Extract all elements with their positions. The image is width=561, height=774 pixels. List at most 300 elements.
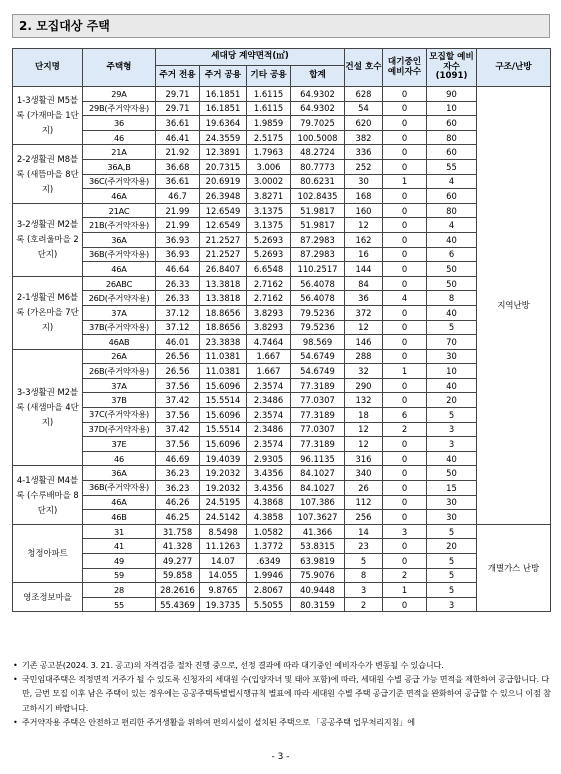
cell-type: 26A bbox=[83, 349, 156, 364]
cell-total: 79.5236 bbox=[291, 305, 345, 320]
cell-total: 84.1027 bbox=[291, 481, 345, 496]
cell-recruit: 40 bbox=[427, 305, 477, 320]
table-row bbox=[13, 262, 551, 277]
cell-other: 3.006 bbox=[247, 159, 291, 174]
cell-recruit: 5 bbox=[427, 554, 477, 569]
table-row bbox=[13, 116, 551, 131]
cell-type: 55 bbox=[83, 597, 156, 612]
cell-units: 336 bbox=[345, 145, 383, 160]
cell-other: 5.2693 bbox=[247, 232, 291, 247]
cell-other: 4.7464 bbox=[247, 335, 291, 350]
section-title: 2. 모집대상 주택 bbox=[12, 14, 550, 38]
cell-units: 12 bbox=[345, 320, 383, 335]
cell-type: 21B(주거약자용) bbox=[83, 218, 156, 233]
cell-shared: 18.8656 bbox=[200, 305, 247, 320]
cell-exclusive: 55.4369 bbox=[156, 597, 200, 612]
cell-total: 51.9817 bbox=[291, 218, 345, 233]
cell-total: 79.5236 bbox=[291, 320, 345, 335]
cell-other: 3.8293 bbox=[247, 305, 291, 320]
cell-shared: 19.3735 bbox=[200, 597, 247, 612]
cell-total: 98.569 bbox=[291, 335, 345, 350]
cell-type: 21A bbox=[83, 145, 156, 160]
cell-other: 3.4356 bbox=[247, 466, 291, 481]
cell-total: 96.1135 bbox=[291, 451, 345, 466]
cell-type: 37A bbox=[83, 305, 156, 320]
cell-units: 84 bbox=[345, 276, 383, 291]
cell-exclusive: 36.23 bbox=[156, 466, 200, 481]
cell-reserve: 0 bbox=[383, 218, 427, 233]
cell-reserve: 0 bbox=[383, 305, 427, 320]
cell-exclusive: 36.61 bbox=[156, 174, 200, 189]
cell-units: 12 bbox=[345, 218, 383, 233]
cell-shared: 19.4039 bbox=[200, 451, 247, 466]
cell-shared: 15.5514 bbox=[200, 422, 247, 437]
cell-type: 36C(주거약자용) bbox=[83, 174, 156, 189]
note-3 bbox=[12, 715, 552, 729]
cell-other: 1.0582 bbox=[247, 524, 291, 539]
cell-reserve: 0 bbox=[383, 481, 427, 496]
cell-type: 36A bbox=[83, 466, 156, 481]
cell-type: 46 bbox=[83, 130, 156, 145]
cell-reserve: 0 bbox=[383, 203, 427, 218]
cell-exclusive: 46.69 bbox=[156, 451, 200, 466]
cell-type: 37A bbox=[83, 378, 156, 393]
cell-reserve: 0 bbox=[383, 101, 427, 116]
cell-shared: 16.1851 bbox=[200, 101, 247, 116]
cell-shared: 20.7315 bbox=[200, 159, 247, 174]
cell-exclusive: 26.56 bbox=[156, 349, 200, 364]
cell-recruit: 20 bbox=[427, 539, 477, 554]
cell-total: 77.0307 bbox=[291, 422, 345, 437]
cell-exclusive: 36.61 bbox=[156, 116, 200, 131]
cell-other: 1.9946 bbox=[247, 568, 291, 583]
cell-units: 32 bbox=[345, 364, 383, 379]
cell-exclusive: 37.56 bbox=[156, 378, 200, 393]
cell-units: 30 bbox=[345, 174, 383, 189]
header-complex: 단지명 bbox=[13, 49, 83, 87]
cell-total: 102.8435 bbox=[291, 189, 345, 204]
cell-exclusive: 29.71 bbox=[156, 101, 200, 116]
table-row bbox=[13, 524, 551, 539]
table-row bbox=[13, 481, 551, 496]
cell-recruit: 70 bbox=[427, 335, 477, 350]
cell-reserve: 0 bbox=[383, 159, 427, 174]
table-row bbox=[13, 232, 551, 247]
table-row bbox=[13, 568, 551, 583]
cell-shared: 21.2527 bbox=[200, 247, 247, 262]
cell-recruit: 50 bbox=[427, 466, 477, 481]
cell-reserve: 0 bbox=[383, 451, 427, 466]
cell-other: 1.6115 bbox=[247, 87, 291, 102]
cell-type: 26B(주거약자용) bbox=[83, 364, 156, 379]
table-row bbox=[13, 101, 551, 116]
cell-exclusive: 36.68 bbox=[156, 159, 200, 174]
cell-shared: 11.1263 bbox=[200, 539, 247, 554]
table-row bbox=[13, 364, 551, 379]
cell-type: 37C(주거약자용) bbox=[83, 408, 156, 423]
cell-reserve: 0 bbox=[383, 145, 427, 160]
cell-total: 54.6749 bbox=[291, 364, 345, 379]
cell-type: 36A bbox=[83, 232, 156, 247]
cell-shared: 15.6096 bbox=[200, 408, 247, 423]
cell-type: 59 bbox=[83, 568, 156, 583]
cell-other: 2.9305 bbox=[247, 451, 291, 466]
cell-units: 288 bbox=[345, 349, 383, 364]
cell-exclusive: 46.41 bbox=[156, 130, 200, 145]
table-row bbox=[13, 393, 551, 408]
cell-units: 3 bbox=[345, 583, 383, 598]
cell-exclusive: 49.277 bbox=[156, 554, 200, 569]
cell-total: 77.3189 bbox=[291, 408, 345, 423]
notes bbox=[12, 658, 552, 729]
cell-type: 31 bbox=[83, 524, 156, 539]
cell-reserve: 0 bbox=[383, 437, 427, 452]
cell-shared: 13.3818 bbox=[200, 276, 247, 291]
cell-shared: 24.5195 bbox=[200, 495, 247, 510]
cell-reserve: 1 bbox=[383, 583, 427, 598]
cell-other: 4.3858 bbox=[247, 510, 291, 525]
cell-recruit: 40 bbox=[427, 451, 477, 466]
cell-reserve: 0 bbox=[383, 495, 427, 510]
cell-exclusive: 46.25 bbox=[156, 510, 200, 525]
cell-reserve: 0 bbox=[383, 320, 427, 335]
cell-exclusive: 26.33 bbox=[156, 276, 200, 291]
cell-total: 40.9448 bbox=[291, 583, 345, 598]
table-row bbox=[13, 218, 551, 233]
table-row bbox=[13, 349, 551, 364]
cell-units: 2 bbox=[345, 597, 383, 612]
cell-units: 54 bbox=[345, 101, 383, 116]
cell-reserve: 0 bbox=[383, 262, 427, 277]
cell-units: 252 bbox=[345, 159, 383, 174]
cell-other: 1.3772 bbox=[247, 539, 291, 554]
cell-units: 26 bbox=[345, 481, 383, 496]
cell-reserve: 0 bbox=[383, 510, 427, 525]
cell-recruit: 5 bbox=[427, 524, 477, 539]
cell-total: 77.3189 bbox=[291, 378, 345, 393]
cell-units: 620 bbox=[345, 116, 383, 131]
cell-exclusive: 21.99 bbox=[156, 203, 200, 218]
cell-type: 49 bbox=[83, 554, 156, 569]
cell-type: 26ABC bbox=[83, 276, 156, 291]
cell-other: 3.8271 bbox=[247, 189, 291, 204]
header-units: 건설 호수 bbox=[345, 49, 383, 87]
cell-recruit: 60 bbox=[427, 145, 477, 160]
cell-total: 56.4078 bbox=[291, 276, 345, 291]
cell-recruit: 5 bbox=[427, 583, 477, 598]
cell-recruit: 10 bbox=[427, 101, 477, 116]
cell-recruit: 40 bbox=[427, 232, 477, 247]
cell-total: 64.9302 bbox=[291, 87, 345, 102]
cell-recruit: 5 bbox=[427, 568, 477, 583]
header-exclusive: 주거 전용 bbox=[156, 66, 200, 87]
cell-exclusive: 46.26 bbox=[156, 495, 200, 510]
complex-name: 1-3생활권 M5블록 (가재마을 1단지) bbox=[13, 87, 83, 145]
cell-type: 46A bbox=[83, 495, 156, 510]
cell-total: 100.5008 bbox=[291, 130, 345, 145]
cell-total: 79.7025 bbox=[291, 116, 345, 131]
table-row bbox=[13, 203, 551, 218]
cell-reserve: 4 bbox=[383, 291, 427, 306]
complex-name: 3-3생활권 M2블록 (새샘마을 4단지) bbox=[13, 349, 83, 466]
cell-total: 64.9302 bbox=[291, 101, 345, 116]
cell-shared: 13.3818 bbox=[200, 291, 247, 306]
cell-units: 382 bbox=[345, 130, 383, 145]
page-number: - 3 - bbox=[271, 752, 290, 762]
cell-recruit: 3 bbox=[427, 422, 477, 437]
note-1 bbox=[12, 658, 552, 672]
cell-type: 37D(주거약자용) bbox=[83, 422, 156, 437]
cell-type: 36 bbox=[83, 116, 156, 131]
cell-total: 53.8315 bbox=[291, 539, 345, 554]
note-text: 국민임대주택은 적정면적 거주가 될 수 있도록 신청자의 세대원 수(입양자녀 및 태아 포함)에 따라, 세대원 수별 공급 가능 면적을 제한하여 공급합니다. 다만, 금번 모집 이후 남은 주택이 있는 경우에는 공공주택특별법시행규칙 별표에 따라 세대원 수별 주택 공급기준 면적을 완화하여 공급할 수 있으니 이점 참고하시기 바랍니다. bbox=[22, 674, 551, 713]
cell-type: 41 bbox=[83, 539, 156, 554]
cell-exclusive: 26.33 bbox=[156, 291, 200, 306]
cell-units: 372 bbox=[345, 305, 383, 320]
cell-exclusive: 29.71 bbox=[156, 87, 200, 102]
cell-reserve: 0 bbox=[383, 247, 427, 262]
cell-recruit: 3 bbox=[427, 597, 477, 612]
cell-exclusive: 37.56 bbox=[156, 408, 200, 423]
cell-recruit: 30 bbox=[427, 510, 477, 525]
cell-reserve: 0 bbox=[383, 349, 427, 364]
header-shared: 주거 공용 bbox=[200, 66, 247, 87]
cell-shared: 16.1851 bbox=[200, 87, 247, 102]
header-type: 주택형 bbox=[83, 49, 156, 87]
cell-type: 26D(주거약자용) bbox=[83, 291, 156, 306]
table-row bbox=[13, 247, 551, 262]
cell-exclusive: 28.2616 bbox=[156, 583, 200, 598]
cell-exclusive: 36.23 bbox=[156, 481, 200, 496]
table-row bbox=[13, 145, 551, 160]
cell-shared: 24.3559 bbox=[200, 130, 247, 145]
complex-name: 2-2생활권 M8블록 (새뜸마을 8단지) bbox=[13, 145, 83, 203]
cell-other: 6.6548 bbox=[247, 262, 291, 277]
cell-other: 3.4356 bbox=[247, 481, 291, 496]
cell-other: 2.8067 bbox=[247, 583, 291, 598]
cell-total: 80.3159 bbox=[291, 597, 345, 612]
cell-total: 56.4078 bbox=[291, 291, 345, 306]
cell-shared: 26.8407 bbox=[200, 262, 247, 277]
header-area-group: 세대당 계약면적(㎡) bbox=[156, 49, 345, 66]
cell-total: 84.1027 bbox=[291, 466, 345, 481]
cell-exclusive: 21.92 bbox=[156, 145, 200, 160]
table-row bbox=[13, 539, 551, 554]
complex-name: 3-2생활권 M2블록 (호려울마을 2단지) bbox=[13, 203, 83, 276]
table-row bbox=[13, 422, 551, 437]
cell-shared: 19.2032 bbox=[200, 466, 247, 481]
cell-other: 5.2693 bbox=[247, 247, 291, 262]
cell-exclusive: 37.12 bbox=[156, 305, 200, 320]
cell-other: 1.6115 bbox=[247, 101, 291, 116]
cell-shared: 8.5498 bbox=[200, 524, 247, 539]
table-row bbox=[13, 378, 551, 393]
complex-name: 2-1생활권 M6블록 (가온마을 7단지) bbox=[13, 276, 83, 349]
cell-other: 3.1375 bbox=[247, 218, 291, 233]
cell-units: 23 bbox=[345, 539, 383, 554]
cell-total: 51.9817 bbox=[291, 203, 345, 218]
cell-units: 112 bbox=[345, 495, 383, 510]
cell-units: 628 bbox=[345, 87, 383, 102]
cell-exclusive: 59.858 bbox=[156, 568, 200, 583]
cell-reserve: 0 bbox=[383, 189, 427, 204]
cell-units: 144 bbox=[345, 262, 383, 277]
cell-units: 18 bbox=[345, 408, 383, 423]
cell-type: 36B(주거약자용) bbox=[83, 247, 156, 262]
cell-exclusive: 37.12 bbox=[156, 320, 200, 335]
cell-recruit: 3 bbox=[427, 437, 477, 452]
table-row bbox=[13, 305, 551, 320]
cell-recruit: 90 bbox=[427, 87, 477, 102]
cell-shared: 23.3838 bbox=[200, 335, 247, 350]
cell-other: 5.5055 bbox=[247, 597, 291, 612]
cell-reserve: 2 bbox=[383, 568, 427, 583]
cell-recruit: 10 bbox=[427, 364, 477, 379]
cell-shared: 11.0381 bbox=[200, 349, 247, 364]
cell-total: 107.3627 bbox=[291, 510, 345, 525]
cell-recruit: 40 bbox=[427, 378, 477, 393]
cell-exclusive: 46.64 bbox=[156, 262, 200, 277]
housing-table bbox=[12, 48, 551, 612]
cell-shared: 14.07 bbox=[200, 554, 247, 569]
cell-other: 2.7162 bbox=[247, 276, 291, 291]
cell-type: 37B bbox=[83, 393, 156, 408]
cell-type: 46B bbox=[83, 510, 156, 525]
cell-total: 41.366 bbox=[291, 524, 345, 539]
cell-reserve: 0 bbox=[383, 130, 427, 145]
cell-recruit: 30 bbox=[427, 495, 477, 510]
table-row bbox=[13, 554, 551, 569]
table-row bbox=[13, 174, 551, 189]
cell-units: 14 bbox=[345, 524, 383, 539]
cell-exclusive: 46.7 bbox=[156, 189, 200, 204]
cell-recruit: 6 bbox=[427, 247, 477, 262]
complex-name: 영조정보마을 bbox=[13, 583, 83, 612]
cell-total: 63.9819 bbox=[291, 554, 345, 569]
cell-reserve: 0 bbox=[383, 232, 427, 247]
cell-other: 2.5175 bbox=[247, 130, 291, 145]
cell-other: 1.667 bbox=[247, 364, 291, 379]
cell-reserve: 0 bbox=[383, 539, 427, 554]
cell-reserve: 0 bbox=[383, 393, 427, 408]
table-row bbox=[13, 159, 551, 174]
table-row bbox=[13, 437, 551, 452]
cell-total: 54.6749 bbox=[291, 349, 345, 364]
cell-recruit: 5 bbox=[427, 408, 477, 423]
cell-units: 36 bbox=[345, 291, 383, 306]
cell-reserve: 0 bbox=[383, 554, 427, 569]
structure-district-heating: 지역난방 bbox=[477, 87, 551, 525]
complex-name: 청정아파트 bbox=[13, 524, 83, 582]
header-other: 기타 공용 bbox=[247, 66, 291, 87]
header-reserve: 대기중인 예비자수 bbox=[383, 49, 427, 87]
cell-type: 46A bbox=[83, 189, 156, 204]
cell-other: 4.3868 bbox=[247, 495, 291, 510]
cell-shared: 15.6096 bbox=[200, 378, 247, 393]
table-row bbox=[13, 320, 551, 335]
cell-recruit: 80 bbox=[427, 203, 477, 218]
cell-recruit: 50 bbox=[427, 262, 477, 277]
table-row bbox=[13, 276, 551, 291]
cell-type: 29A bbox=[83, 87, 156, 102]
cell-exclusive: 36.93 bbox=[156, 232, 200, 247]
cell-other: 3.0002 bbox=[247, 174, 291, 189]
cell-reserve: 0 bbox=[383, 378, 427, 393]
table-row bbox=[13, 495, 551, 510]
cell-total: 77.3189 bbox=[291, 437, 345, 452]
cell-shared: 19.2032 bbox=[200, 481, 247, 496]
cell-other: 2.3574 bbox=[247, 378, 291, 393]
cell-recruit: 4 bbox=[427, 218, 477, 233]
cell-type: 36B(주거약자용) bbox=[83, 481, 156, 496]
cell-shared: 24.5142 bbox=[200, 510, 247, 525]
cell-recruit: 4 bbox=[427, 174, 477, 189]
cell-exclusive: 41.328 bbox=[156, 539, 200, 554]
cell-type: 28 bbox=[83, 583, 156, 598]
cell-reserve: 0 bbox=[383, 597, 427, 612]
cell-reserve: 6 bbox=[383, 408, 427, 423]
cell-total: 87.2983 bbox=[291, 232, 345, 247]
cell-total: 80.7773 bbox=[291, 159, 345, 174]
complex-name: 4-1생활권 M4블록 (수루배마을 8단지) bbox=[13, 466, 83, 524]
cell-shared: 12.6549 bbox=[200, 203, 247, 218]
cell-type: 21AC bbox=[83, 203, 156, 218]
cell-shared: 26.3948 bbox=[200, 189, 247, 204]
cell-total: 75.9076 bbox=[291, 568, 345, 583]
cell-total: 107.386 bbox=[291, 495, 345, 510]
cell-recruit: 5 bbox=[427, 320, 477, 335]
cell-shared: 12.3891 bbox=[200, 145, 247, 160]
cell-recruit: 30 bbox=[427, 349, 477, 364]
cell-recruit: 15 bbox=[427, 481, 477, 496]
cell-reserve: 1 bbox=[383, 174, 427, 189]
cell-other: 1.9859 bbox=[247, 116, 291, 131]
cell-shared: 11.0381 bbox=[200, 364, 247, 379]
cell-units: 8 bbox=[345, 568, 383, 583]
cell-units: 12 bbox=[345, 437, 383, 452]
cell-total: 87.2983 bbox=[291, 247, 345, 262]
cell-recruit: 50 bbox=[427, 276, 477, 291]
cell-units: 162 bbox=[345, 232, 383, 247]
cell-other: 2.3486 bbox=[247, 393, 291, 408]
cell-recruit: 60 bbox=[427, 189, 477, 204]
cell-exclusive: 21.99 bbox=[156, 218, 200, 233]
cell-reserve: 0 bbox=[383, 87, 427, 102]
cell-units: 160 bbox=[345, 203, 383, 218]
cell-recruit: 60 bbox=[427, 116, 477, 131]
cell-shared: 19.6364 bbox=[200, 116, 247, 131]
cell-recruit: 8 bbox=[427, 291, 477, 306]
table-row bbox=[13, 130, 551, 145]
cell-reserve: 0 bbox=[383, 335, 427, 350]
cell-type: 46 bbox=[83, 451, 156, 466]
cell-other: .6349 bbox=[247, 554, 291, 569]
cell-type: 36A,B bbox=[83, 159, 156, 174]
cell-recruit: 55 bbox=[427, 159, 477, 174]
cell-total: 110.2517 bbox=[291, 262, 345, 277]
header-structure: 구조/난방 bbox=[477, 49, 551, 87]
cell-units: 290 bbox=[345, 378, 383, 393]
cell-shared: 14.055 bbox=[200, 568, 247, 583]
header-total: 합계 bbox=[291, 66, 345, 87]
header-recruit: 모집할 예비자수 (1091) bbox=[427, 49, 477, 87]
cell-other: 2.3574 bbox=[247, 437, 291, 452]
cell-exclusive: 36.93 bbox=[156, 247, 200, 262]
table-row bbox=[13, 189, 551, 204]
note-2 bbox=[12, 672, 552, 715]
cell-other: 2.3486 bbox=[247, 422, 291, 437]
cell-exclusive: 37.42 bbox=[156, 393, 200, 408]
